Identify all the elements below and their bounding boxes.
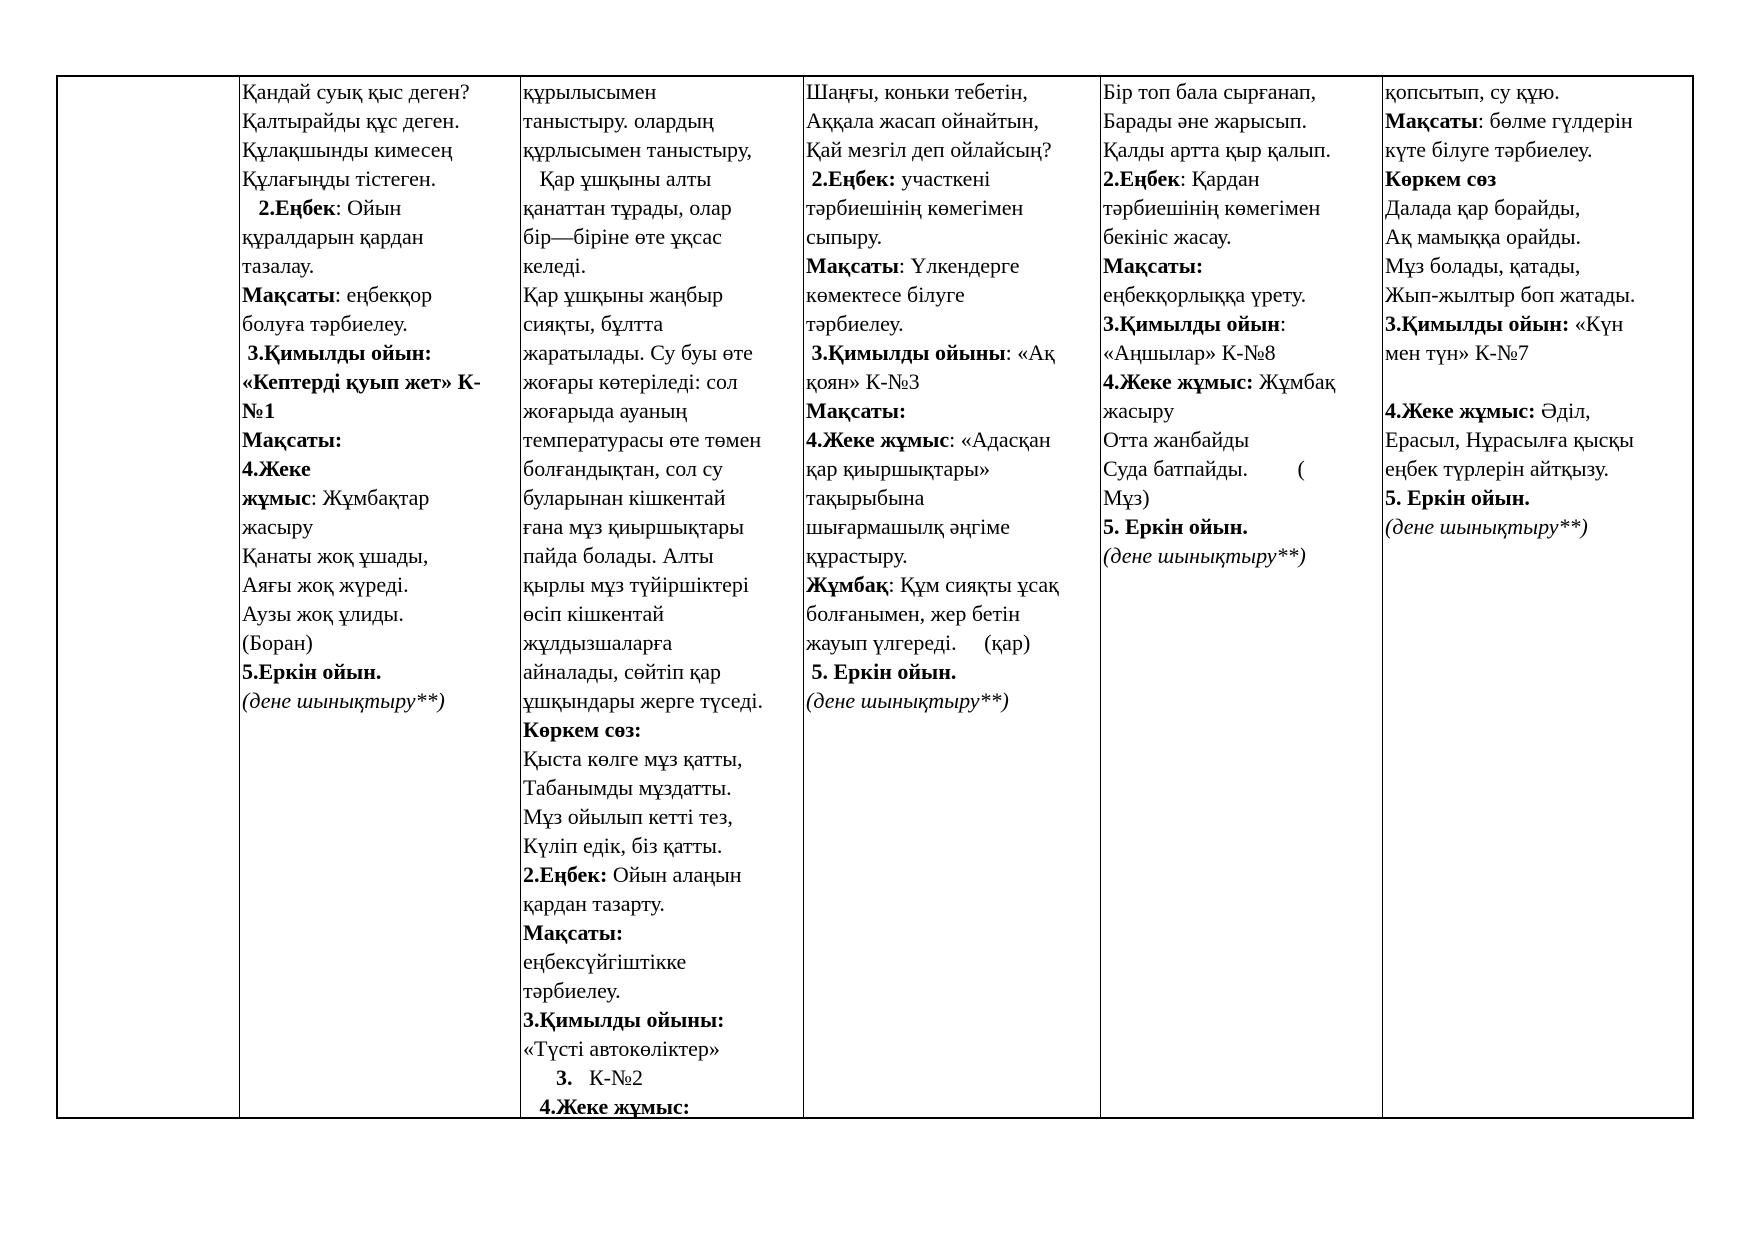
bold-text: Мақсаты: — [1103, 253, 1204, 278]
cell-line — [1103, 425, 1383, 454]
text-run: Күліп едік, біз қатты. — [523, 833, 723, 858]
cell-line — [523, 251, 804, 280]
text-run: болғанымен, жер бетін — [806, 601, 1021, 626]
text-run: Ақ мамыққа орайды. — [1385, 224, 1581, 249]
cell-line — [1103, 164, 1383, 193]
text-run: Мұз ойылып кетті тез, — [523, 804, 733, 829]
text-run: таныстыру. олардың — [523, 108, 714, 133]
bold-text: 4.Жеке жұмыс — [806, 427, 950, 452]
cell-line — [523, 541, 804, 570]
text-run: жасыру — [1103, 398, 1175, 423]
cell-line — [523, 135, 804, 164]
bold-text: 2.Еңбек — [242, 195, 336, 220]
cell-line — [523, 773, 804, 802]
cell-line — [806, 628, 1101, 657]
text-run: Аяғы жоқ жүреді. — [242, 572, 409, 597]
text-run: құрылысымен — [523, 79, 657, 104]
cell-line — [523, 338, 804, 367]
cell-line — [1385, 309, 1695, 338]
cell-line — [242, 628, 521, 657]
cell-line — [242, 222, 521, 251]
bold-text: Көркем сөз — [1385, 166, 1497, 191]
text-run: : бөлме гүлдерін — [1477, 108, 1633, 133]
text-run: шығармашылқ әңгіме — [806, 514, 1010, 539]
bold-text: 4.Жеке жұмыс: — [523, 1094, 690, 1119]
cell-line — [1103, 541, 1383, 570]
bold-text: жұмыс — [242, 485, 311, 510]
text-run: Жып-жылтыр боп жатады. — [1385, 282, 1636, 307]
bold-text: 2.Еңбек: — [523, 862, 608, 887]
text-run: Ойын алаңын — [607, 862, 742, 887]
text-run: бір—біріне өте ұқсас — [523, 224, 722, 249]
cell-line — [523, 715, 804, 744]
cell-line — [523, 280, 804, 309]
text-run: құрастыру. — [806, 543, 908, 568]
text-run: Аққала жасап ойнайтын, — [806, 108, 1039, 133]
text-run: тазалау. — [242, 253, 315, 278]
text-run: (Боран) — [242, 630, 313, 655]
text-run: жұлдызшаларға — [523, 630, 673, 655]
italic-text: (дене шынықтыру**) — [242, 688, 445, 713]
bold-text: Мақсаты: — [242, 427, 343, 452]
text-run: мен түн» К-№7 — [1385, 340, 1529, 365]
text-run: құрлысымен таныстыру, — [523, 137, 753, 162]
cell-line — [242, 193, 521, 222]
text-run: еңбексүйгіштікке — [523, 949, 687, 974]
cell-line — [242, 396, 521, 425]
text-run: Шаңғы, коньки тебетін, — [806, 79, 1028, 104]
text-run: Қар ұшқыны жаңбыр — [523, 282, 724, 307]
cell-line — [242, 338, 521, 367]
cell-line — [1103, 193, 1383, 222]
text-run: Барады әне жарысып. — [1103, 108, 1308, 133]
text-run: құралдарын қардан — [242, 224, 424, 249]
bold-text: 3.Қимылды ойын: — [242, 340, 432, 365]
cell-line — [1385, 512, 1695, 541]
cell-line — [806, 222, 1101, 251]
cell-line — [523, 193, 804, 222]
cell-line — [523, 744, 804, 773]
text-run: Жұмбақ — [1253, 369, 1336, 394]
text-run: тәрбиелеу. — [523, 978, 621, 1003]
text-run: : Жұмбақтар — [310, 485, 430, 510]
cell-line — [242, 512, 521, 541]
text-run: Отта жанбайды — [1103, 427, 1250, 452]
cell-line — [806, 425, 1101, 454]
cell-line — [806, 454, 1101, 483]
cell-line — [1385, 77, 1695, 106]
cell-line — [242, 164, 521, 193]
cell-line — [1385, 338, 1695, 367]
table-cell — [1383, 77, 1695, 541]
cell-line — [1385, 396, 1695, 425]
cell-line — [242, 483, 521, 512]
text-run: қардан тазарту. — [523, 891, 665, 916]
cell-line — [1103, 338, 1383, 367]
cell-line — [1103, 106, 1383, 135]
cell-line — [1103, 396, 1383, 425]
cell-line — [806, 483, 1101, 512]
cell-line — [523, 512, 804, 541]
bold-text: 5. Еркін ойын. — [1103, 514, 1248, 539]
cell-line — [1385, 483, 1695, 512]
text-run: қопсытып, су құю. — [1385, 79, 1560, 104]
bold-text: 2.Еңбек: — [806, 166, 896, 191]
text-run: : Үлкендерге — [898, 253, 1020, 278]
cell-line — [1385, 135, 1695, 164]
cell-line — [806, 280, 1101, 309]
cell-line — [1103, 483, 1383, 512]
text-run: Қандай суық қыс деген? — [242, 79, 470, 104]
text-run: тәрбиешінің көмегімен — [806, 195, 1024, 220]
cell-line — [523, 831, 804, 860]
bold-text: 3.Қимылды ойыны — [806, 340, 1006, 365]
cell-line — [523, 976, 804, 1005]
text-run: : Құм сияқты ұсақ — [888, 572, 1059, 597]
bold-text: 3.Қимылды ойыны: — [523, 1007, 725, 1032]
cell-line — [242, 454, 521, 483]
cell-line — [242, 570, 521, 599]
cell-line — [1103, 367, 1383, 396]
cell-line — [523, 802, 804, 831]
cell-line — [806, 309, 1101, 338]
cell-line — [523, 918, 804, 947]
cell-line — [1103, 454, 1383, 483]
bold-text: 5. Еркін ойын. — [806, 659, 957, 684]
text-run: Әділ, — [1535, 398, 1591, 423]
bold-text: 3.Қимылды ойын — [1103, 311, 1280, 336]
text-run: Қалды артта қыр қалып. — [1103, 137, 1331, 162]
italic-text: (дене шынықтыру**) — [806, 688, 1009, 713]
cell-line — [523, 628, 804, 657]
text-run: тәрбиешінің көмегімен — [1103, 195, 1321, 220]
text-run: ғана мұз қиыршықтары — [523, 514, 745, 539]
bold-text: Мақсаты: — [523, 920, 624, 945]
text-run: Құлағыңды тістеген. — [242, 166, 437, 191]
cell-line — [1385, 367, 1695, 396]
cell-line — [242, 135, 521, 164]
cell-line — [1385, 222, 1695, 251]
text-run: Табанымды мұздатты. — [523, 775, 732, 800]
cell-line — [806, 77, 1101, 106]
text-run: «Түсті автокөліктер» — [523, 1036, 720, 1061]
text-run: жоғарыда ауаның — [523, 398, 688, 423]
cell-line — [806, 135, 1101, 164]
text-run: қар қиыршықтары» — [806, 456, 991, 481]
cell-line — [1103, 512, 1383, 541]
cell-line — [242, 686, 521, 715]
bold-text: 3.Қимылды ойын: — [1385, 311, 1570, 336]
cell-line — [1103, 251, 1383, 280]
cell-line — [523, 860, 804, 889]
text-run: қанаттан тұрады, олар — [523, 195, 732, 220]
bold-text: 4.Жеке жұмыс: — [1103, 369, 1254, 394]
table-cell — [804, 77, 1101, 715]
text-run: Құлақшынды кимесең — [242, 137, 453, 162]
text-run: Қанаты жоқ ұшады, — [242, 543, 429, 568]
text-run: сыпыру. — [806, 224, 883, 249]
text-run: күте білуге тәрбиелеу. — [1385, 137, 1593, 162]
text-run: тақырыбына — [806, 485, 925, 510]
text-run: Мұз болады, қатады, — [1385, 253, 1581, 278]
text-run: қырлы мұз түйіршіктері — [523, 572, 749, 597]
cell-line — [523, 222, 804, 251]
cell-line — [523, 1005, 804, 1034]
cell-line — [806, 367, 1101, 396]
cell-line — [1385, 280, 1695, 309]
bold-text: Мақсаты — [1385, 108, 1478, 133]
text-run: жаратылады. Су буы өте — [523, 340, 753, 365]
cell-line — [523, 309, 804, 338]
cell-line — [523, 77, 804, 106]
text-run: Ерасыл, Нұрасылға қысқы — [1385, 427, 1634, 452]
cell-line — [1103, 135, 1383, 164]
text-run: Қар ұшқыны алты — [523, 166, 712, 191]
cell-line — [242, 309, 521, 338]
text-run: жоғары көтеріледі: сол — [523, 369, 738, 394]
bold-text: «Кептерді қуып жет» К- — [242, 369, 481, 394]
cell-line — [523, 599, 804, 628]
table-column-empty — [58, 77, 239, 1117]
italic-text: (дене шынықтыру**) — [1103, 543, 1306, 568]
text-run: айналады, сөйтіп қар — [523, 659, 721, 684]
text-run: температурасы өте төмен — [523, 427, 762, 452]
text-run: жауып үлгереді. (қар) — [806, 630, 1031, 655]
cell-line — [806, 570, 1101, 599]
cell-line — [242, 77, 521, 106]
text-run: : Қардан — [1180, 166, 1260, 191]
text-run: болғандықтан, сол су — [523, 456, 723, 481]
text-run: «Аңшылар» К-№8 — [1103, 340, 1276, 365]
cell-line — [1385, 425, 1695, 454]
cell-line — [523, 367, 804, 396]
text-run: Далада қар борайды, — [1385, 195, 1581, 220]
cell-line — [523, 454, 804, 483]
text-run: Бір топ бала сырғанап, — [1103, 79, 1317, 104]
text-run: : еңбекқор — [334, 282, 433, 307]
bold-text: Мақсаты: — [806, 398, 907, 423]
cell-line — [1385, 251, 1695, 280]
cell-line — [523, 1034, 804, 1063]
bold-text: Көркем сөз: — [523, 717, 642, 742]
bold-text: 3. — [523, 1065, 573, 1090]
text-run: : — [1279, 311, 1287, 336]
text-run: ұшқындары жерге түседі. — [523, 688, 764, 713]
cell-line — [1385, 106, 1695, 135]
cell-line — [523, 483, 804, 512]
cell-line — [806, 164, 1101, 193]
text-run: Қалтырайды құс деген. — [242, 108, 460, 133]
cell-line — [242, 657, 521, 686]
cell-line — [806, 657, 1101, 686]
bold-text: №1 — [242, 398, 276, 423]
bold-text: 2.Еңбек — [1103, 166, 1180, 191]
cell-line — [242, 106, 521, 135]
cell-line — [806, 541, 1101, 570]
cell-line — [523, 425, 804, 454]
bold-text: Жұмбақ — [806, 572, 889, 597]
cell-line — [523, 396, 804, 425]
bold-text: 5.Еркін ойын. — [242, 659, 382, 684]
text-run: бекініс жасау. — [1103, 224, 1232, 249]
text-run: Қыста көлге мұз қатты, — [523, 746, 743, 771]
text-run: «Күн — [1569, 311, 1624, 336]
text-run: сияқты, бұлтта — [523, 311, 664, 336]
bold-text: Мақсаты — [242, 282, 335, 307]
text-run: : «Ақ — [1005, 340, 1055, 365]
table-cell — [1101, 77, 1383, 570]
text-run: болуға тәрбиелеу. — [242, 311, 408, 336]
text-run: өсіп кішкентай — [523, 601, 664, 626]
bold-text: 4.Жеке жұмыс: — [1385, 398, 1536, 423]
cell-line — [242, 367, 521, 396]
cell-line — [523, 686, 804, 715]
plan-table — [56, 75, 1694, 1119]
table-cell — [521, 77, 804, 1121]
text-run: қоян» К-№3 — [806, 369, 920, 394]
cell-line — [806, 106, 1101, 135]
text-run: Мұз) — [1103, 485, 1150, 510]
cell-line — [806, 338, 1101, 367]
cell-line — [242, 280, 521, 309]
table-cell — [240, 77, 521, 715]
text-run: келеді. — [523, 253, 587, 278]
text-run: еңбек түрлерін айтқызу. — [1385, 456, 1609, 481]
cell-line — [523, 947, 804, 976]
cell-line — [523, 657, 804, 686]
cell-line — [1385, 454, 1695, 483]
text-run: Суда батпайды. ( — [1103, 456, 1305, 481]
cell-line — [1103, 77, 1383, 106]
text-run: еңбекқорлыққа үрету. — [1103, 282, 1307, 307]
text-run: Аузы жоқ ұлиды. — [242, 601, 404, 626]
cell-line — [1385, 164, 1695, 193]
text-run: : «Адасқан — [949, 427, 1051, 452]
text-run: көмектесе білуге — [806, 282, 965, 307]
cell-line — [523, 1092, 804, 1121]
cell-line — [242, 251, 521, 280]
bold-text: 4.Жеке — [242, 456, 311, 481]
cell-line — [523, 570, 804, 599]
cell-line — [1103, 309, 1383, 338]
cell-line — [806, 396, 1101, 425]
cell-line — [523, 106, 804, 135]
cell-line — [1385, 193, 1695, 222]
cell-line — [523, 164, 804, 193]
cell-line — [806, 193, 1101, 222]
text-run: Қай мезгіл деп ойлайсың? — [806, 137, 1052, 162]
cell-line — [242, 425, 521, 454]
cell-line — [1103, 222, 1383, 251]
italic-text: (дене шынықтыру**) — [1385, 514, 1588, 539]
cell-line — [806, 599, 1101, 628]
text-run: : Ойын — [335, 195, 402, 220]
text-run: пайда болады. Алты — [523, 543, 714, 568]
text-run: участкені — [895, 166, 991, 191]
text-run: буларынан кішкентай — [523, 485, 726, 510]
cell-line — [242, 541, 521, 570]
cell-line — [523, 1063, 804, 1092]
cell-line — [806, 512, 1101, 541]
text-run: тәрбиелеу. — [806, 311, 904, 336]
bold-text: 5. Еркін ойын. — [1385, 485, 1530, 510]
bold-text: Мақсаты — [806, 253, 899, 278]
text-run: жасыру — [242, 514, 314, 539]
cell-line — [806, 251, 1101, 280]
cell-line — [523, 889, 804, 918]
text-run: К-№2 — [572, 1065, 643, 1090]
cell-line — [1103, 280, 1383, 309]
cell-line — [806, 686, 1101, 715]
cell-line — [242, 599, 521, 628]
